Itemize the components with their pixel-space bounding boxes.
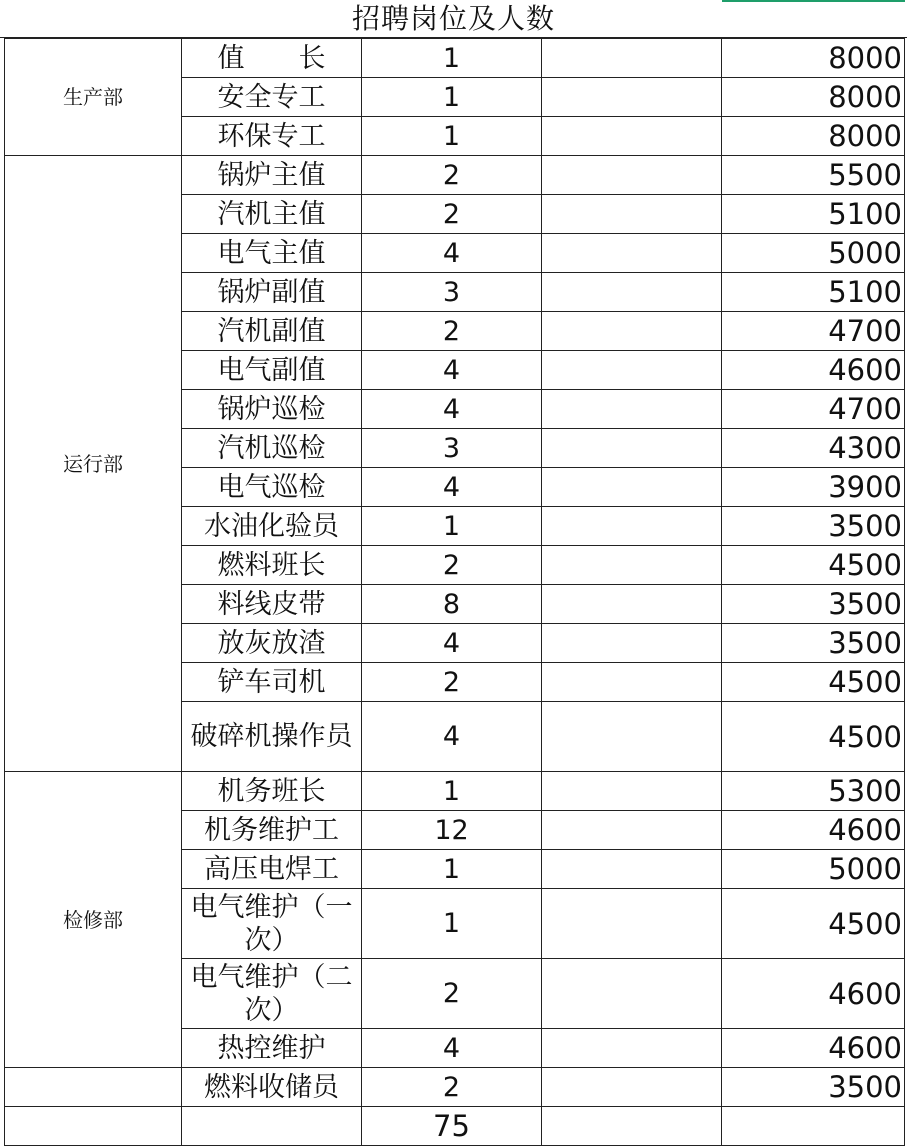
title-row[interactable] (0, 0, 907, 38)
position-cell[interactable]: 汽机主值 (182, 195, 362, 234)
empty-cell[interactable] (182, 1107, 362, 1146)
count-cell[interactable]: 2 (362, 663, 542, 702)
empty-cell[interactable] (542, 117, 722, 156)
total-row (5, 1107, 905, 1146)
position-cell[interactable]: 料线皮带 (182, 585, 362, 624)
salary-cell[interactable]: 3500 (722, 1068, 905, 1107)
position-cell[interactable]: 破碎机操作员 (182, 702, 362, 772)
position-cell[interactable]: 锅炉副值 (182, 273, 362, 312)
empty-cell[interactable] (722, 1107, 905, 1146)
empty-cell[interactable] (542, 39, 722, 78)
salary-cell[interactable]: 4500 (722, 663, 905, 702)
empty-cell[interactable] (542, 312, 722, 351)
empty-cell[interactable] (542, 546, 722, 585)
position-cell[interactable]: 铲车司机 (182, 663, 362, 702)
empty-cell[interactable] (542, 663, 722, 702)
position-cell[interactable]: 燃料班长 (182, 546, 362, 585)
position-cell[interactable]: 汽机副值 (182, 312, 362, 351)
position-cell[interactable]: 电气巡检 (182, 468, 362, 507)
table-row (5, 1068, 905, 1107)
salary-cell[interactable]: 5000 (722, 234, 905, 273)
table-row (5, 156, 905, 195)
salary-cell[interactable]: 5100 (722, 273, 905, 312)
salary-cell[interactable]: 5300 (722, 772, 905, 811)
salary-cell[interactable]: 4500 (722, 546, 905, 585)
empty-cell[interactable] (542, 1029, 722, 1068)
position-cell[interactable]: 安全专工 (182, 78, 362, 117)
position-cell[interactable]: 电气维护（二次） (182, 959, 362, 1029)
empty-cell[interactable] (542, 1068, 722, 1107)
empty-cell[interactable] (542, 429, 722, 468)
empty-cell[interactable] (542, 78, 722, 117)
salary-cell[interactable]: 5500 (722, 156, 905, 195)
empty-cell[interactable] (542, 390, 722, 429)
salary-cell[interactable]: 4700 (722, 390, 905, 429)
count-cell[interactable]: 2 (362, 546, 542, 585)
empty-cell[interactable] (542, 156, 722, 195)
count-cell[interactable]: 3 (362, 429, 542, 468)
position-cell[interactable]: 机务维护工 (182, 811, 362, 850)
salary-cell[interactable]: 4500 (722, 702, 905, 772)
empty-cell[interactable] (542, 351, 722, 390)
count-cell[interactable]: 4 (362, 390, 542, 429)
count-cell[interactable]: 12 (362, 811, 542, 850)
empty-cell[interactable] (542, 624, 722, 663)
salary-cell[interactable]: 3500 (722, 507, 905, 546)
position-cell[interactable]: 锅炉巡检 (182, 390, 362, 429)
position-cell[interactable]: 燃料收储员 (182, 1068, 362, 1107)
count-cell[interactable]: 4 (362, 624, 542, 663)
empty-cell[interactable] (542, 468, 722, 507)
empty-cell[interactable] (542, 850, 722, 889)
empty-cell[interactable] (542, 811, 722, 850)
count-cell[interactable]: 2 (362, 959, 542, 1029)
position-cell[interactable]: 锅炉主值 (182, 156, 362, 195)
count-cell[interactable]: 4 (362, 702, 542, 772)
table-row (5, 39, 905, 78)
empty-cell[interactable] (542, 507, 722, 546)
department-cell[interactable] (5, 1068, 182, 1107)
count-cell[interactable]: 4 (362, 351, 542, 390)
empty-cell[interactable] (542, 585, 722, 624)
department-cell[interactable]: 检修部 (5, 772, 182, 1068)
sheet-title: 招聘岗位及人数 (351, 2, 555, 35)
count-cell[interactable]: 1 (362, 39, 542, 78)
count-cell[interactable]: 2 (362, 195, 542, 234)
count-cell[interactable]: 1 (362, 78, 542, 117)
count-cell[interactable]: 1 (362, 507, 542, 546)
count-cell[interactable]: 1 (362, 117, 542, 156)
empty-cell[interactable] (542, 702, 722, 772)
count-cell[interactable]: 2 (362, 1068, 542, 1107)
position-cell[interactable]: 水油化验员 (182, 507, 362, 546)
count-cell[interactable]: 3 (362, 273, 542, 312)
salary-cell[interactable]: 4700 (722, 312, 905, 351)
salary-cell[interactable]: 8000 (722, 117, 905, 156)
empty-cell[interactable] (542, 889, 722, 959)
count-cell[interactable]: 4 (362, 1029, 542, 1068)
table-row (5, 772, 905, 811)
department-cell[interactable]: 生产部 (5, 39, 182, 156)
salary-cell[interactable]: 4600 (722, 959, 905, 1029)
salary-cell[interactable]: 5000 (722, 850, 905, 889)
recruitment-table (4, 38, 905, 1146)
empty-cell[interactable] (542, 234, 722, 273)
salary-cell[interactable]: 4600 (722, 811, 905, 850)
count-cell[interactable]: 4 (362, 234, 542, 273)
salary-cell[interactable]: 4300 (722, 429, 905, 468)
salary-cell[interactable]: 4600 (722, 1029, 905, 1068)
salary-cell[interactable]: 8000 (722, 39, 905, 78)
count-cell[interactable]: 4 (362, 468, 542, 507)
count-cell[interactable]: 2 (362, 312, 542, 351)
empty-cell[interactable] (542, 1107, 722, 1146)
count-cell[interactable]: 1 (362, 772, 542, 811)
empty-cell[interactable] (542, 195, 722, 234)
salary-cell[interactable]: 4500 (722, 889, 905, 959)
salary-cell[interactable]: 8000 (722, 78, 905, 117)
position-cell[interactable]: 值 长 (182, 39, 362, 78)
empty-cell[interactable] (542, 273, 722, 312)
salary-cell[interactable]: 3500 (722, 585, 905, 624)
count-cell[interactable]: 1 (362, 889, 542, 959)
salary-cell[interactable]: 5100 (722, 195, 905, 234)
count-cell[interactable]: 8 (362, 585, 542, 624)
position-cell[interactable]: 电气副值 (182, 351, 362, 390)
empty-cell[interactable] (542, 959, 722, 1029)
position-cell[interactable]: 放灰放渣 (182, 624, 362, 663)
position-cell[interactable]: 热控维护 (182, 1029, 362, 1068)
position-cell[interactable]: 机务班长 (182, 772, 362, 811)
count-cell[interactable]: 2 (362, 156, 542, 195)
salary-cell[interactable]: 4600 (722, 351, 905, 390)
empty-cell[interactable] (5, 1107, 182, 1146)
salary-cell[interactable]: 3500 (722, 624, 905, 663)
total-count-cell[interactable]: 75 (362, 1107, 542, 1146)
count-cell[interactable]: 1 (362, 850, 542, 889)
department-cell[interactable]: 运行部 (5, 156, 182, 772)
salary-cell[interactable]: 3900 (722, 468, 905, 507)
empty-cell[interactable] (542, 772, 722, 811)
position-cell[interactable]: 电气维护（一次） (182, 889, 362, 959)
position-cell[interactable]: 环保专工 (182, 117, 362, 156)
position-cell[interactable]: 电气主值 (182, 234, 362, 273)
position-cell[interactable]: 高压电焊工 (182, 850, 362, 889)
position-cell[interactable]: 汽机巡检 (182, 429, 362, 468)
selection-indicator (722, 0, 905, 2)
